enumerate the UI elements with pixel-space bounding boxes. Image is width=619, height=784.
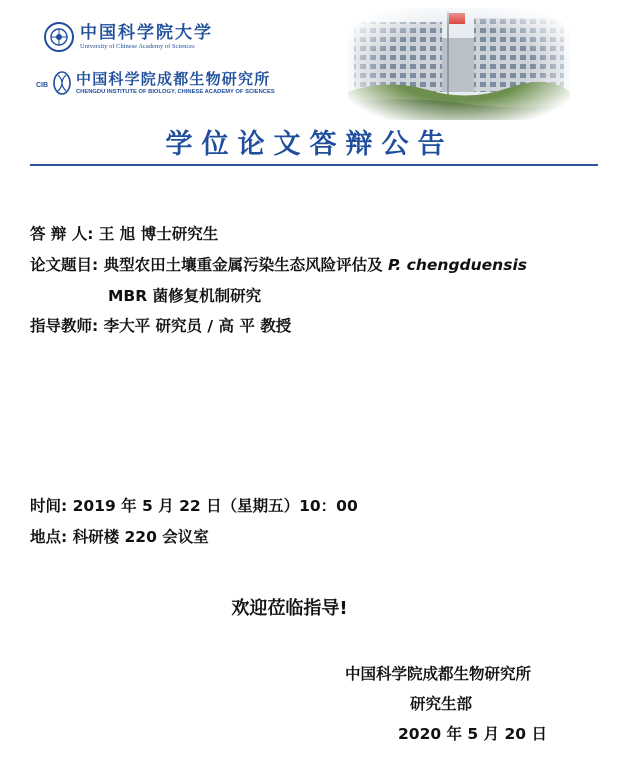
title-divider bbox=[30, 164, 598, 166]
advisor-label: 指导教师: bbox=[30, 317, 99, 335]
signature-date: 2020 年 5 月 20 日 bbox=[398, 725, 547, 743]
place-label: 地点: bbox=[30, 528, 68, 546]
defender-row bbox=[30, 222, 218, 244]
ucas-seal-icon bbox=[44, 22, 74, 52]
page-title: 学位论文答辩公告 bbox=[165, 129, 454, 160]
cib-name-en: CHENGDU INSTITUTE OF BIOLOGY, CHINESE ACADEMY OF SCIENCES bbox=[76, 89, 275, 95]
time-row bbox=[30, 494, 358, 516]
thesis-species-name: P. chengduensis bbox=[388, 256, 527, 274]
place-value: 科研楼 220 会议室 bbox=[72, 528, 209, 546]
signature-dept: 研究生部 bbox=[410, 695, 473, 713]
advisor-row bbox=[30, 314, 291, 336]
thesis-title-line1: 典型农田土壤重金属污染生态风险评估及 bbox=[103, 256, 383, 274]
cib-emblem-icon bbox=[36, 70, 72, 96]
institute-building-image bbox=[348, 8, 570, 120]
cib-logo bbox=[36, 70, 275, 96]
advisor-value: 李大平 研究员 / 高 平 教授 bbox=[103, 317, 292, 335]
ucas-logo bbox=[44, 22, 213, 52]
thesis-label: 论文题目: bbox=[30, 256, 99, 274]
welcome-text: 欢迎莅临指导! bbox=[231, 598, 348, 619]
ucas-name-cn: 中国科学院大学 bbox=[80, 23, 213, 43]
defender-value: 王 旭 博士研究生 bbox=[98, 225, 219, 243]
cib-mark-text: CIB bbox=[36, 82, 49, 89]
thesis-row bbox=[30, 253, 527, 275]
place-row bbox=[30, 525, 209, 547]
cib-name-cn: 中国科学院成都生物研究所 bbox=[76, 70, 271, 88]
time-value: 2019 年 5 月 22 日（星期五）10：00 bbox=[72, 497, 358, 515]
ucas-name-en: University of Chinese Academy of Sciences bbox=[80, 43, 195, 50]
defender-label: 答 辩 人: bbox=[30, 225, 94, 243]
thesis-title-line2: MBR 菌修复机制研究 bbox=[108, 287, 262, 305]
time-label: 时间: bbox=[30, 497, 68, 515]
signature-org: 中国科学院成都生物研究所 bbox=[345, 665, 532, 683]
